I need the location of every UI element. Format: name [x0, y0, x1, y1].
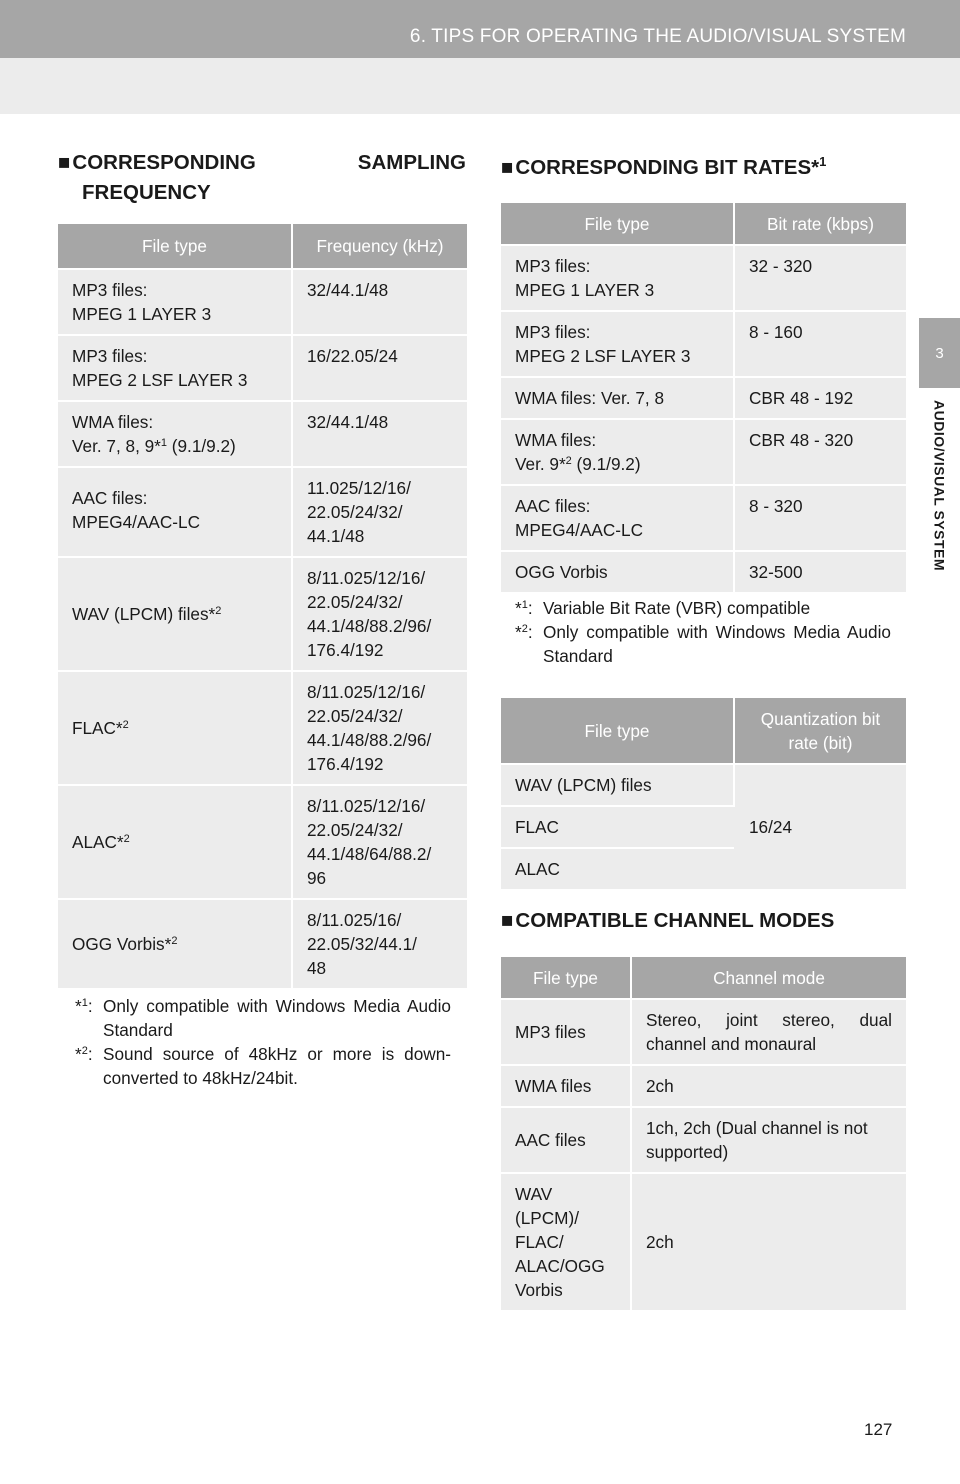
channel-mode-cell: Stereo, joint stereo, dual channel and monaural: [631, 999, 906, 1065]
table-row: [501, 764, 906, 806]
channel-mode-cell: 2ch: [631, 1173, 906, 1311]
bit-rate-cell: 8 - 320: [734, 485, 906, 551]
file-type-cell: OGG Vorbis: [501, 551, 734, 593]
file-type-cell: MP3 files: MPEG 2 LSF LAYER 3: [501, 311, 734, 377]
file-type-cell: WAV (LPCM) files*$^2$: [58, 557, 292, 671]
file-type-cell: WMA files: Ver. 7, 8: [501, 377, 734, 419]
column-header-file-type: File type: [501, 957, 631, 999]
chapter-tab: [919, 318, 960, 388]
frequency-cell: 8/11.025/16/ 22.05/32/44.1/ 48: [292, 899, 467, 989]
channel-mode-cell: 2ch: [631, 1065, 906, 1107]
sampling-heading: ■CORRESPONDING SAMPLING FREQUENCY: [58, 151, 466, 204]
quantization-value-cell: 16/24: [734, 764, 906, 890]
table-row: [501, 485, 906, 551]
file-type-cell: ALAC: [501, 848, 734, 890]
bit-rate-cell: CBR 48 - 192: [734, 377, 906, 419]
page-header-bar: [0, 0, 960, 58]
footnote: *$^1$: Only compatible with Windows Media Audio Standard: [75, 996, 451, 1040]
table-row: [501, 1107, 906, 1173]
file-type-cell: MP3 files: [501, 999, 631, 1065]
column-header-file-type: File type: [501, 203, 734, 245]
table-row: [501, 551, 906, 593]
file-type-cell: AAC files: MPEG4/AAC-LC: [501, 485, 734, 551]
frequency-cell: 32/44.1/48: [292, 401, 467, 467]
table-row: [58, 785, 467, 899]
chapter-side-label: AUDIO/VISUAL SYSTEM: [931, 400, 948, 572]
quantization-bit-rate-table: [501, 698, 906, 891]
sampling-frequency-table: [58, 224, 467, 990]
table-row: [58, 401, 467, 467]
footnote: *$^2$: Only compatible with Windows Media Audio Standard: [515, 622, 891, 666]
channel-mode-cell: 1ch, 2ch (Dual channel is not supported): [631, 1107, 906, 1173]
bit-rate-cell: 8 - 160: [734, 311, 906, 377]
footnote: *$^2$: Sound source of 48kHz or more is down-converted to 48kHz/24bit.: [75, 1044, 451, 1088]
table-row: [501, 311, 906, 377]
table-row: [58, 899, 467, 989]
file-type-cell: MP3 files: MPEG 1 LAYER 3: [501, 245, 734, 311]
bit-rate-table: [501, 203, 906, 594]
file-type-cell: MP3 files: MPEG 1 LAYER 3: [58, 269, 292, 335]
file-type-cell: FLAC*$^2$: [58, 671, 292, 785]
table-row: [501, 419, 906, 485]
table-row: [501, 245, 906, 311]
column-header-file-type: File type: [58, 224, 292, 269]
channel-modes-table: [501, 957, 906, 1312]
table-row: [58, 557, 467, 671]
column-header-file-type: File type: [501, 698, 734, 764]
page-number: 127: [864, 1420, 893, 1439]
table-row: [58, 269, 467, 335]
frequency-cell: 32/44.1/48: [292, 269, 467, 335]
table-row: [501, 377, 906, 419]
table-row: [58, 467, 467, 557]
frequency-cell: 16/22.05/24: [292, 335, 467, 401]
frequency-cell: 11.025/12/16/ 22.05/24/32/ 44.1/48: [292, 467, 467, 557]
file-type-cell: AAC files: [501, 1107, 631, 1173]
file-type-cell: ALAC*$^2$: [58, 785, 292, 899]
frequency-cell: 8/11.025/12/16/ 22.05/24/32/ 44.1/48/88.2/96/ 176.4/192: [292, 557, 467, 671]
file-type-cell: AAC files: MPEG4/AAC-LC: [58, 467, 292, 557]
bit-rate-cell: CBR 48 - 320: [734, 419, 906, 485]
file-type-cell: WMA files: Ver. 7, 8, 9*$^1$ (9.1/9.2): [58, 401, 292, 467]
column-header-quantization: Quantization bit rate (bit): [734, 698, 906, 764]
header-band: [0, 58, 960, 114]
bit-rate-cell: 32 - 320: [734, 245, 906, 311]
bitrate-footnotes: [515, 596, 891, 668]
file-type-cell: WMA files: [501, 1065, 631, 1107]
channel-modes-heading: ■COMPATIBLE CHANNEL MODES: [501, 909, 835, 932]
table-row: [58, 335, 467, 401]
file-type-cell: FLAC: [501, 806, 734, 848]
file-type-cell: WMA files: Ver. 9*$^2$ (9.1/9.2): [501, 419, 734, 485]
bit-rate-cell: 32-500: [734, 551, 906, 593]
bitrates-heading: ■CORRESPONDING BIT RATES*$^1$: [501, 154, 827, 179]
file-type-cell: WAV (LPCM)/ FLAC/ ALAC/OGG Vorbis: [501, 1173, 631, 1311]
table-row: [58, 671, 467, 785]
frequency-cell: 8/11.025/12/16/ 22.05/24/32/ 44.1/48/88.2/96/ 176.4/192: [292, 671, 467, 785]
table-row: [501, 999, 906, 1065]
sampling-footnotes: [75, 994, 451, 1090]
column-header-bit-rate: Bit rate (kbps): [734, 203, 906, 245]
table-row: [501, 1065, 906, 1107]
file-type-cell: OGG Vorbis*$^2$: [58, 899, 292, 989]
chapter-number: 3: [935, 344, 944, 362]
footnote: *$^1$: Variable Bit Rate (VBR) compatible: [515, 598, 811, 618]
file-type-cell: WAV (LPCM) files: [501, 764, 734, 806]
section-title: 6. TIPS FOR OPERATING THE AUDIO/VISUAL SYSTEM: [409, 26, 906, 47]
file-type-cell: MP3 files: MPEG 2 LSF LAYER 3: [58, 335, 292, 401]
frequency-cell: 8/11.025/12/16/ 22.05/24/32/ 44.1/48/64/88.2/ 96: [292, 785, 467, 899]
column-header-channel-mode: Channel mode: [631, 957, 906, 999]
column-header-frequency: Frequency (kHz): [292, 224, 467, 269]
table-row: [501, 1173, 906, 1311]
